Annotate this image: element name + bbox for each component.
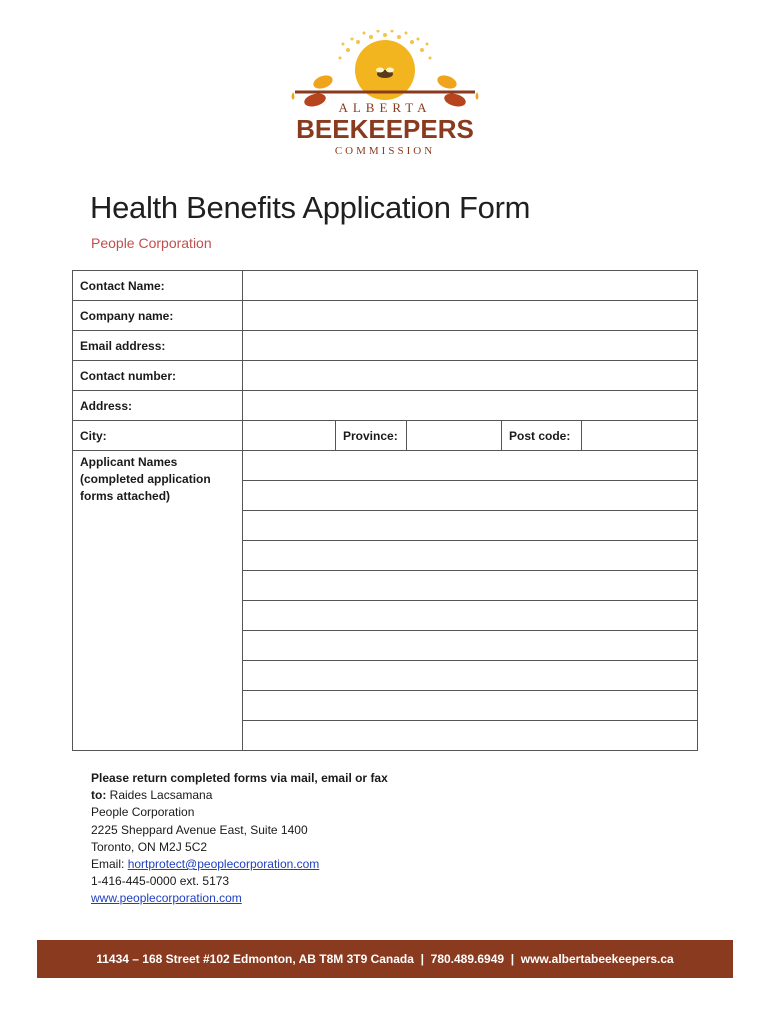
company-name-field[interactable] [243,301,698,331]
address-label: Address: [73,391,243,421]
return-email-link[interactable]: hortprotect@peoplecorporation.com [127,857,320,872]
applicant-label-line3: forms attached) [80,489,171,503]
alberta-beekeepers-logo [285,30,485,160]
applicant-name-field[interactable] [243,541,698,571]
applicant-label-line1: Applicant Names [80,455,178,469]
form-row-address [73,391,698,421]
page-subtitle: People Corporation [91,235,212,251]
footer-website[interactable]: www.albertabeekeepers.ca [520,952,674,966]
contact-name-field[interactable] [243,271,698,301]
city-label: City: [73,421,243,451]
form-row-city [73,421,698,451]
applicant-name-field[interactable] [243,601,698,631]
footer-bar [37,940,733,978]
applicant-name-field[interactable] [243,691,698,721]
province-field[interactable] [407,421,502,451]
return-company: People Corporation [91,805,195,820]
return-heading: Please return completed forms via mail, email or fax [91,771,388,785]
return-email-label: Email: [91,857,125,872]
form-row-contact-name [73,271,698,301]
return-email-line [91,856,388,873]
footer-address: 11434 – 168 Street #102 Edmonton, AB T8M 3T9 Canada [96,952,414,966]
footer-separator: | [510,952,515,966]
application-form-table [72,270,698,751]
form-row-contact-number [73,361,698,391]
applicant-names-label [73,451,243,751]
contact-name-label: Contact Name: [73,271,243,301]
address-field[interactable] [243,391,698,421]
email-address-field[interactable] [243,331,698,361]
return-to-name: Raides Lacsamana [109,788,213,803]
form-row-email [73,331,698,361]
email-address-label: Email address: [73,331,243,361]
return-website-link[interactable]: www.peoplecorporation.com [91,891,242,906]
footer-phone: 780.489.6949 [430,952,505,966]
return-street: 2225 Sheppard Avenue East, Suite 1400 [91,822,308,837]
form-row-applicant [73,451,698,481]
applicant-name-field[interactable] [243,631,698,661]
post-code-field[interactable] [582,421,698,451]
logo-line2: BEEKEEPERS [296,114,474,144]
form-row-company-name [73,301,698,331]
contact-number-label: Contact number: [73,361,243,391]
applicant-name-field[interactable] [243,571,698,601]
return-city: Toronto, ON M2J 5C2 [91,839,208,854]
logo-line3: COMMISSION [334,145,436,157]
applicant-label-line2: (completed application [80,472,211,486]
applicant-name-field[interactable] [243,721,698,751]
return-phone: 1-416-445-0000 ext. 5173 [91,874,230,889]
applicant-name-field[interactable] [243,481,698,511]
return-instructions [91,770,388,908]
applicant-name-field[interactable] [243,451,698,481]
post-code-label: Post code: [502,421,582,451]
contact-number-field[interactable] [243,361,698,391]
company-name-label: Company name: [73,301,243,331]
logo-graphic [285,30,485,160]
footer-separator: | [420,952,424,966]
page-title: Health Benefits Application Form [90,190,531,225]
applicant-name-field[interactable] [243,661,698,691]
applicant-name-field[interactable] [243,511,698,541]
logo-line1: ALBERTA [338,100,432,115]
city-field[interactable] [243,421,336,451]
province-label: Province: [336,421,407,451]
return-to-line [91,787,388,804]
return-to-label: to: [91,788,107,803]
